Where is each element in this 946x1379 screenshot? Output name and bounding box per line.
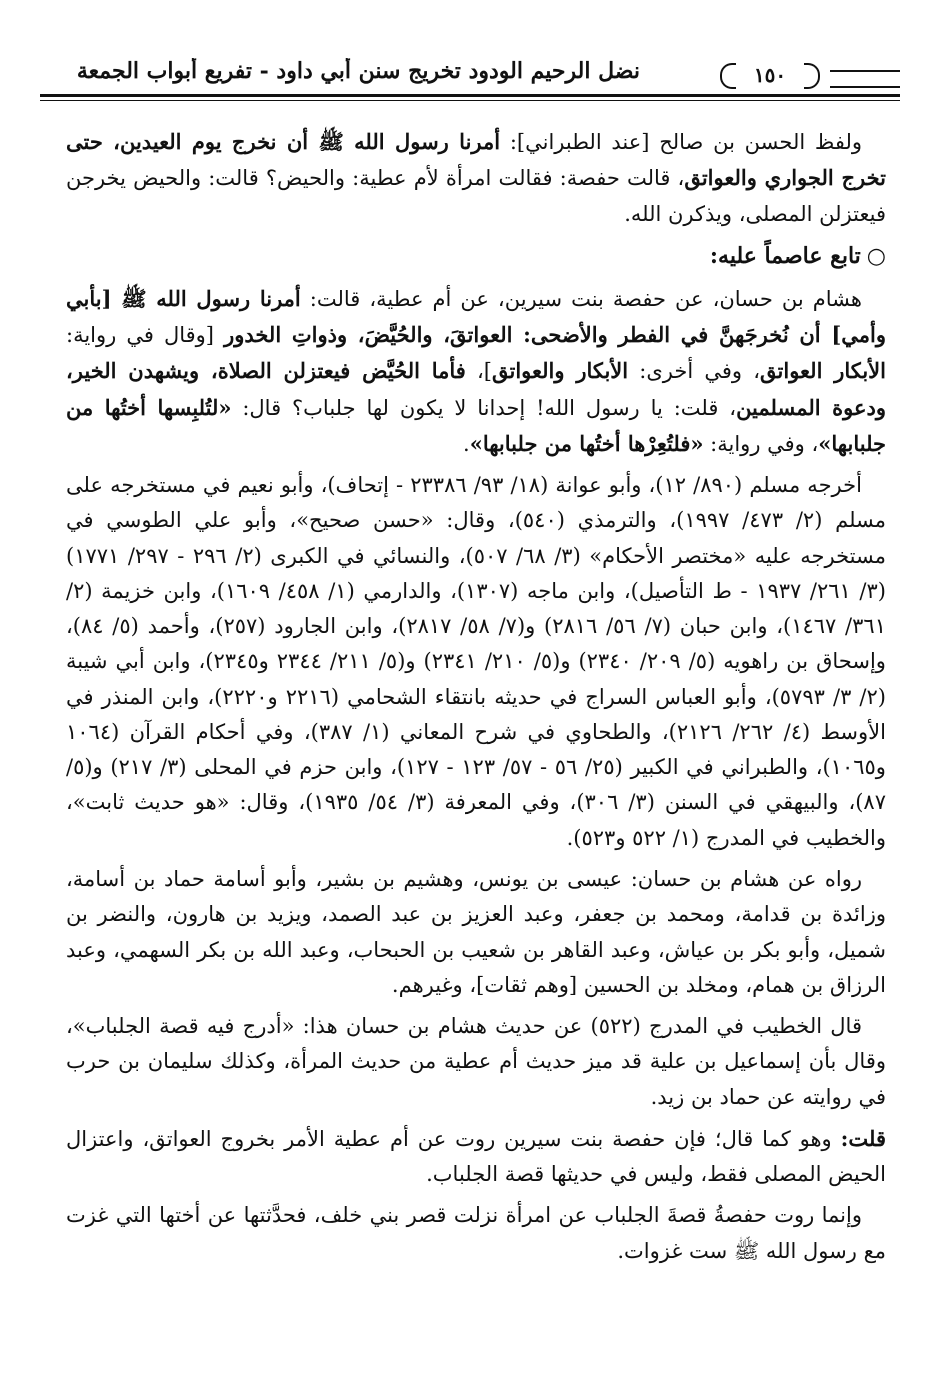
header-decorative-lines <box>830 70 900 88</box>
paragraph-jilbab-story: وإنما روت حفصةُ قصةَ الجلباب عن امرأة نزلت قصر بني خلف، فحدَّثتها عن أختها التي غزت مع رسول الله ﷺ ست غزوات. <box>66 1203 886 1263</box>
hadith-text-bold: فأما الحُيَّض فيعتزلن الصلاة، ويشهدن الخير، ودعوة المسلمين <box>66 358 886 420</box>
hadith-text-bold: أمرنا رسول الله ﷺ أن نخرج يوم العيدين، حتى تخرج الجواري والعواتق <box>66 129 887 191</box>
paragraph-khatib-comment: قال الخطيب في المدرج (٥٢٢) عن حديث هشام بن حسان هذا: «أدرج فيه قصة الجلباب»، وقال بأن إسماعيل بن علية قد ميز حديث أم عطية من حديث المرأة، وكذلك سليمان بن حرب في روايته عن حماد بن زيد. <box>66 1014 886 1109</box>
hadith-text-bold: «لتُلبِسها أختُها من جلبابها» <box>66 394 886 456</box>
section-heading-text: تابع عاصماً عليه: <box>709 242 861 269</box>
text-run: ، قالت حفصة: فقالت امرأة لأم عطية: والحيض؟ قالت: والحيض يخرجن فيعتزلن المصلى، ويذكرن الله. <box>66 166 886 226</box>
page-number-ornament <box>720 60 820 90</box>
paragraph-takhrij-sources: أخرجه مسلم (٨٩٠/ ١٢)، وأبو عوانة (١٨/ ٩٣/ ٢٣٣٨٦ - إتحاف)، وأبو نعيم في مستخرجه على مسلم (٢/ ٤٧٣/ ١٩٩٧)، والترمذي (٥٤٠)، وقال: «حسن صحيح»، وأبو علي الطوسي في مستخرجه عليه «مختصر الأحكام» (٣/ ٦٨/ ٥٠٧)، والنسائي في الكبرى (٢/ ٢٩٦ - ٢٩٧/ ١٧٧١) (٣/ ٢٦١/ ١٩٣٧ - ط التأصيل)، وابن ماجه (١٣٠٧)، والدارمي (١/ ٤٥٨/ ١٦٠٩)، وابن خزيمة (٢/ ٣٦١/ ١٤٦٧)، وابن حبان (٧/ ٥٦/ ٢٨١٦) و(٧/ ٥٨/ ٢٨١٧)، وابن الجارود (٢٥٧)، وأحمد (٥/ ٨٤)، وإسحاق بن راهويه (٥/ ٢٠٩/ ٢٣٤٠) و(٥/ ٢١٠/ ٢٣٤١) و(٥/ ٢١١/ ٢٣٤٤ و٢٣٤٥)، وابن أبي شيبة (٢/ ٣/ ٥٧٩٣)، وأبو العباس السراج في حديثه بانتقاء الشحامي (٢٢١٦ و٢٢٢٠)، وابن المنذر في الأوسط (٤/ ٢٦٢/ ٢١٢٦)، والطحاوي في شرح المعاني (١/ ٣٨٧)، وفي أحكام القرآن (١٠٦٤ و١٠٦٥)، والطبراني في الكبير (٢٥/ ٥٦ - ٥٧/ ١٢٣ - ١٢٧)، وابن حزم في المحلى (٣/ ٢١٧) و(٥/ ٨٧)، والبيهقي في السنن (٣/ ٣٠٦)، وفي المعرفة (٣/ ٥٤/ ١٩٣٥)، وقال: «هو حديث ثابت»، والخطيب في المدرج (١/ ٥٢٢ و٥٢٣). <box>66 473 886 850</box>
hadith-text-bold: الأبكار والعواتق <box>491 358 629 384</box>
text-run: ، وفي أخرى: <box>628 359 760 384</box>
hadith-text-bold: «فلتُعِرْها أختُها من جلبابها» <box>469 430 704 456</box>
page-header <box>40 50 900 106</box>
text-run: ، وفي رواية: <box>703 431 819 456</box>
running-title: نضل الرحيم الودود تخريج سنن أبي داود - تفريع أبواب الجمعة <box>76 58 640 84</box>
text-run: وهو كما قال؛ فإن حفصة بنت سيرين روت عن أم عطية الأمر بخروج العواتق، واعتزال الحيض المصلى فقط، وليس في حديثها قصة الجلباب. <box>66 1126 886 1187</box>
text-run: ، قلت: يا رسول الله! إحدانا لا يكون لها جلباب؟ قال: <box>231 395 737 420</box>
header-rule <box>40 94 900 97</box>
page-number: ١٥٠ <box>753 63 787 87</box>
main-text <box>66 124 886 1275</box>
author-note-label: قلت: <box>840 1125 886 1151</box>
text-run: ]، <box>465 359 492 384</box>
paragraph-narrators-list: رواه عن هشام بن حسان: عيسى بن يونس، وهشيم بن بشير، وأبو أسامة حماد بن أسامة، وزائدة بن قدامة، ومحمد بن جعفر، وعبد العزيز بن عبد الصمد، ويزيد بن هارون، والنضر بن شميل، وأبو بكر بن عياش، وعبد القاهر بن شعيب بن الحبحاب، وعبد الله بن بكر السهمي، وعبد الرزاق بن همام، ومخلد بن الحسين [وهم ثقات]، وغيرهم. <box>66 867 886 997</box>
paragraph-tabarani-wording <box>66 124 886 232</box>
text-run: . <box>463 431 470 456</box>
paragraph-hisham-narration <box>66 281 886 462</box>
section-heading <box>66 238 886 275</box>
hadith-text-bold: الأبكار العواتق <box>760 358 886 384</box>
ornament-bracket-right <box>804 63 820 89</box>
text-run: [وقال في رواية: <box>66 323 225 348</box>
text-run: ولفظ الحسن بن صالح [عند الطبراني]: <box>500 130 862 154</box>
header-rule-thin <box>40 100 900 101</box>
bullet-circle-icon: ○ <box>866 242 886 269</box>
hadith-text-bold: أمرنا رسول الله ﷺ [بأبي وأمي] أن نُخرجَهنَّ في الفطر والأضحى: العواتقَ، والحُيَّضَ، وذواتِ الخدور <box>66 285 886 348</box>
text-run: هشام بن حسان، عن حفصة بنت سيرين، عن أم عطية، قالت: <box>300 286 862 311</box>
paragraph-author-note <box>66 1121 886 1193</box>
